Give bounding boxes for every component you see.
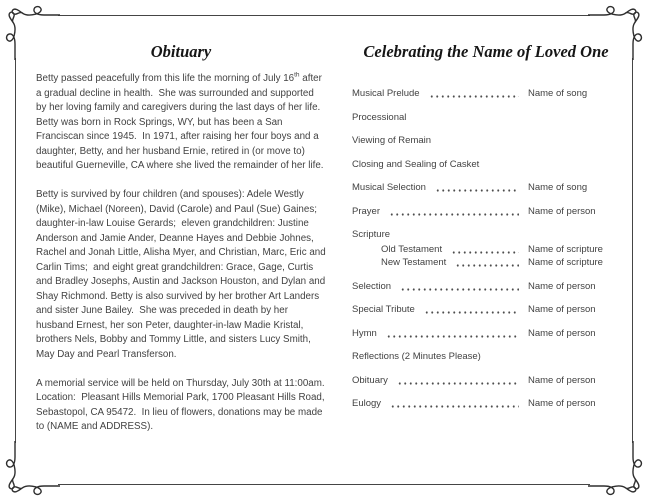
- program-title: Celebrating the Name of Loved One: [363, 42, 609, 61]
- frame-bottom-line: [58, 484, 590, 485]
- dotted-leader: [400, 282, 519, 291]
- obituary-paragraph-1-text: Betty passed peacefully from this life the morning of July 16: [36, 73, 295, 84]
- dotted-leader: [424, 305, 519, 314]
- obituary-paragraph-1: [36, 72, 326, 174]
- dotted-leader: [390, 399, 519, 408]
- program-row-old-testament: Old Testament Name of scripture: [381, 243, 603, 255]
- program-row-special-tribute: Special Tribute Name of person: [352, 304, 596, 315]
- frame-top-line: [58, 15, 590, 16]
- program-row-musical-prelude: Musical Prelude Name of song: [352, 88, 588, 99]
- program-row-viewing-of-remain: Viewing of Remain: [352, 135, 432, 146]
- ordinal-superscript: th: [294, 71, 300, 79]
- frame-right-line: [632, 58, 633, 443]
- program-row-scripture: Scripture: [352, 229, 391, 240]
- dotted-leader: [455, 258, 519, 267]
- program-row-new-testament: New Testament Name of scripture: [381, 257, 603, 268]
- corner-flourish-bottom-left-icon: [0, 441, 60, 501]
- obituary-paragraph-1-rest: after a gradual decline in health. She was surrounded and supported by her loving family and caregivers during the last days of her life. Betty was born in Rock Springs, WY, but has been a San Franciscan since 1945. In 1971, after raising her four boys and a daughter, Betty, and her husband Ernie, retired in (or move to) beautiful Guerneville, CA where she lived the remainder of her life.: [36, 73, 326, 171]
- program-row-prayer: Prayer Name of person: [352, 205, 596, 217]
- obituary-title: Obituary: [150, 42, 212, 61]
- obituary-paragraph-3: A memorial service will be held on Thursday, July 30th at 11:00am. Location: Pleasant Hills Memorial Park, 1700 Pleasant Hills Road, Sebastopol, CA 95472. In lieu of flowers, donations may be made to (NAME and ADDRESS).: [36, 377, 331, 432]
- program-row-musical-selection: Musical Selection Name of song: [352, 182, 588, 193]
- obituary-page: [36, 42, 331, 449]
- service-program-page: [352, 42, 620, 422]
- dotted-leader: [429, 89, 519, 98]
- dotted-leader: [386, 329, 519, 338]
- program-row-selection: Selection Name of person: [352, 280, 596, 292]
- corner-flourish-bottom-right-icon: [588, 441, 648, 501]
- program-row-eulogy: Eulogy Name of person: [352, 398, 596, 409]
- dotted-leader: [435, 183, 519, 192]
- frame-left-line: [15, 58, 16, 443]
- program-row-hymn: Hymn Name of person: [352, 327, 596, 339]
- program-row-processional: Processional: [352, 111, 407, 123]
- obituary-paragraph-2: Betty is survived by four children (and spouses): Adele Westly (Mike), Michael (Noreen), David (Carole) and Paul (Sue) Gaines; daughter-in-law Louise Gerards; eleven grandchildren: Justine Anderson and Jamie Ander, Deanne Hayes and Debbie Johnes, Rachel and Jonah Little, Alisha Myer, and Christian, Marc, Eric and Carlin Tims; and eight great grandchildren: Grace, Gage, Curtis and Bradley Josephs, Austin and Jackson Houston, and Dylan and Shay Richmond. Betty is also survived by her brother Art Landers and sister June Bailey. She was preceded in death by her husband Ernest, her son Peter, daughter-in-law Madie Kristal, brothers Nels, Bobby and Tommy Little, and sisters Lucy Smith, May Day and Pearl Transferson.: [36, 189, 329, 360]
- dotted-leader: [397, 376, 519, 385]
- program-group-scripture: [352, 229, 620, 268]
- dotted-leader: [451, 245, 519, 254]
- program-row-closing-and-sealing: Closing and Sealing of Casket: [352, 158, 480, 170]
- program-row-obituary: Obituary Name of person: [352, 374, 596, 386]
- program-row-reflections: Reflections (2 Minutes Please): [352, 351, 481, 362]
- dotted-leader: [389, 207, 519, 216]
